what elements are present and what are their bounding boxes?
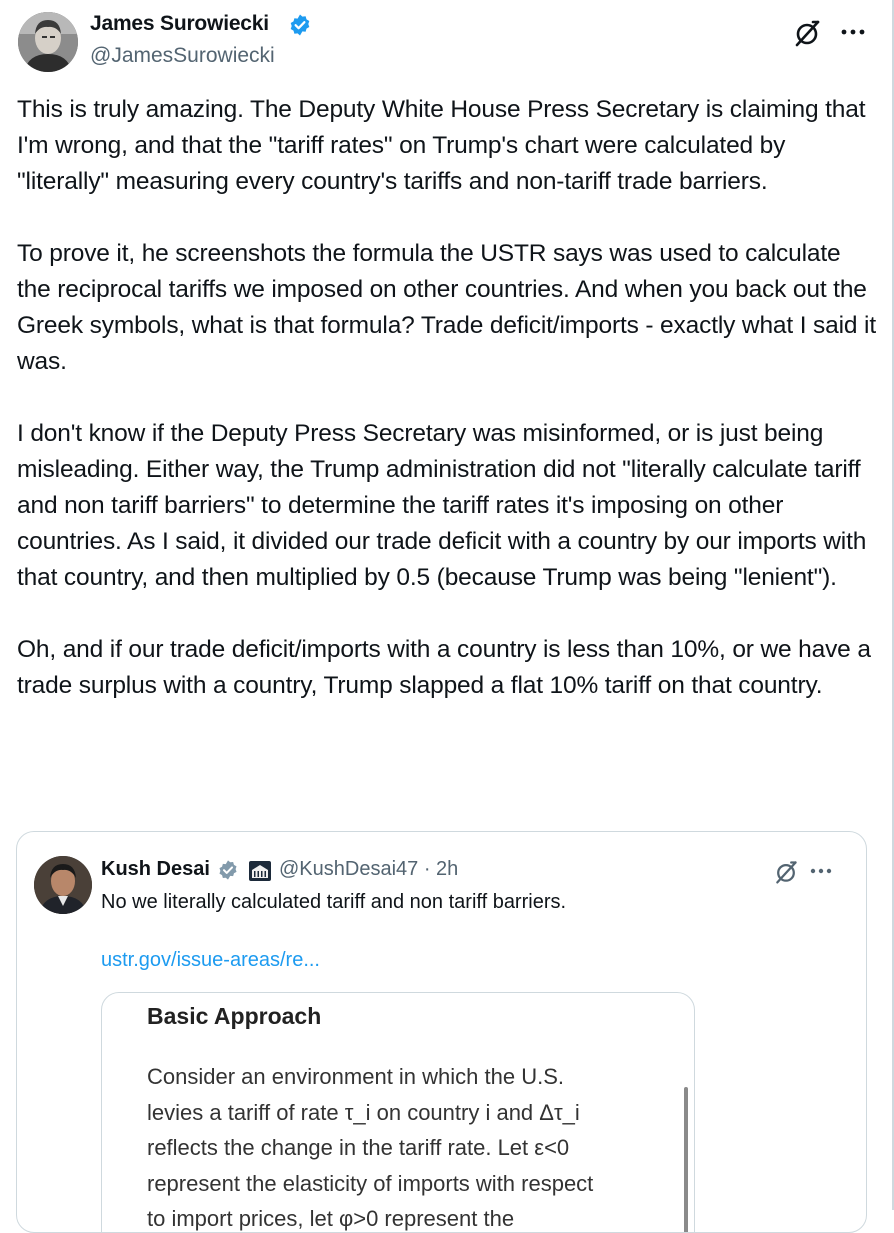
document-line: represent the elasticity of imports with respect [147,1170,594,1196]
grok-icon[interactable] [792,18,822,48]
tweet-paragraph: To prove it, he screenshots the formula the USTR says was used to calculate the reciprocal tariffs we imposed on other countries. And when you back out the Greek symbols, what is that formula? Trade deficit/imports - exactly what I said it was. [17,240,876,375]
tweet-text [17,92,879,740]
document-line: reflects the change in the tariff rate. Let ε<0 [147,1135,570,1160]
author-name[interactable]: James Surowiecki [90,12,269,35]
document-body [147,1059,667,1233]
author-avatar[interactable] [18,12,78,72]
quote-text: No we literally calculated tariff and non tariff barriers. [101,891,567,913]
document-line: levies a tariff of rate τ_i on country i and Δτ_i [147,1099,580,1125]
tweet-paragraph: This is truly amazing. The Deputy White House Press Secretary is claiming that I'm wrong, and that the "tariff rates" on Trump's chart were calculated by "literally" measuring every country's tariffs and non-tariff trade barriers. [17,96,866,195]
quote-link[interactable]: ustr.gov/issue-areas/re... [101,949,320,971]
quote-grok-icon[interactable] [773,859,799,885]
author-handle[interactable]: @JamesSurowiecki [90,44,275,67]
tweet-paragraph: Oh, and if our trade deficit/imports with a country is less than 10%, or we have a trade surplus with a country, Trump slapped a flat 10% tariff on that country. [17,636,871,699]
more-options-icon[interactable] [840,22,866,42]
document-heading: Basic Approach [147,1003,322,1029]
tweet-paragraph: I don't know if the Deputy Press Secretary was misinformed, or is just being misleading. Either way, the Trump administration did not "literally calculate tariff and non tariff barriers" to determine the tariff rates it's imposing on other countries. As I said, it divided our trade deficit with a country by our imports with that country, and then multiplied by 0.5 (because Trump was being "lenient"). [17,420,867,591]
quote-more-options-icon[interactable] [809,862,833,880]
quote-handle-time[interactable]: @KushDesai47 · 2h [279,858,459,880]
avatar-photo-icon [18,12,78,72]
verified-badge-icon [288,13,312,37]
document-scrollbar[interactable] [684,1087,688,1233]
quoted-tweet-card[interactable] [16,831,867,1233]
quote-avatar-photo-icon [34,856,92,914]
document-line: to import prices, let φ>0 represent the [147,1206,515,1231]
quote-author-avatar[interactable] [34,856,92,914]
document-screenshot[interactable] [101,992,695,1233]
quote-author-name[interactable]: Kush Desai [101,858,210,880]
quote-verified-badge-icon [217,859,239,881]
white-house-badge-icon[interactable] [249,861,271,881]
document-line: Consider an environment in which the U.S. [147,1064,564,1089]
